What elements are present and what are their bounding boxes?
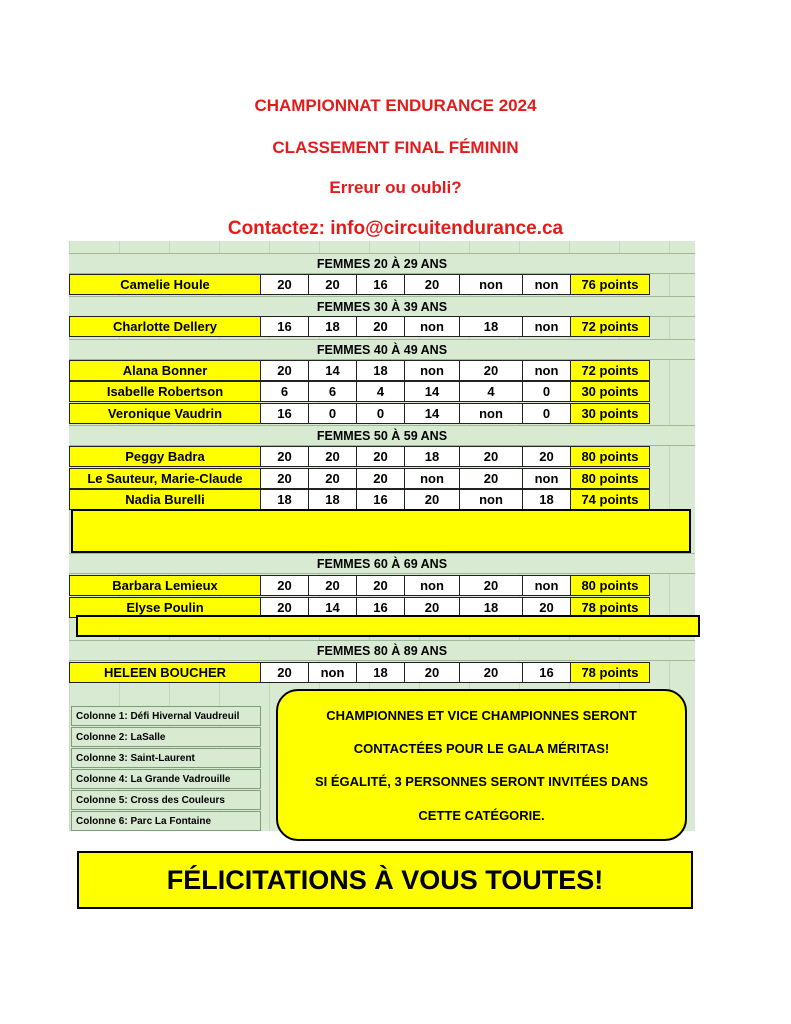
score-cell: non (459, 489, 523, 510)
score-cell: 18 (522, 489, 571, 510)
score-cell: 18 (404, 446, 460, 467)
score-cell: non (404, 575, 460, 596)
category-40-49: FEMMES 40 À 49 ANS (69, 339, 695, 360)
score-cell: non (522, 316, 571, 337)
empty-highlight-box (71, 509, 691, 553)
score-cell: non (308, 662, 357, 683)
score-cell: 18 (459, 597, 523, 618)
total-points: 72 points (570, 360, 650, 381)
score-cell: 16 (356, 597, 405, 618)
score-cell: 18 (356, 662, 405, 683)
score-cell: 0 (522, 381, 571, 402)
score-cell: 16 (260, 316, 309, 337)
empty-highlight-box (76, 615, 700, 637)
score-cell: 20 (459, 575, 523, 596)
category-50-59: FEMMES 50 À 59 ANS (69, 425, 695, 446)
score-cell: 20 (308, 468, 357, 489)
participant-name: HELEEN BOUCHER (69, 662, 261, 683)
score-cell: 20 (356, 468, 405, 489)
category-80-89: FEMMES 80 À 89 ANS (69, 640, 695, 661)
table-row (69, 360, 650, 381)
notice-line: CHAMPIONNES ET VICE CHAMPIONNES SERONT (326, 708, 637, 723)
score-cell: 18 (459, 316, 523, 337)
score-cell: 6 (308, 381, 357, 402)
legend-item: Colonne 3: Saint-Laurent (71, 748, 261, 768)
score-cell: 20 (308, 274, 357, 295)
score-cell: 20 (260, 597, 309, 618)
score-cell: 20 (404, 489, 460, 510)
total-points: 72 points (570, 316, 650, 337)
total-points: 76 points (570, 274, 650, 295)
total-points: 80 points (570, 446, 650, 467)
legend-item: Colonne 1: Défi Hivernal Vaudreuil (71, 706, 261, 726)
participant-name: Alana Bonner (69, 360, 261, 381)
table-row (69, 575, 650, 596)
title-error: Erreur ou oubli? (329, 178, 462, 197)
score-cell: non (459, 403, 523, 424)
score-cell: 20 (404, 597, 460, 618)
score-cell: non (522, 274, 571, 295)
participant-name: Barbara Lemieux (69, 575, 261, 596)
total-points: 80 points (570, 575, 650, 596)
score-cell: 20 (522, 446, 571, 467)
notice-line: CETTE CATÉGORIE. (418, 808, 545, 823)
table-row (69, 403, 650, 424)
score-cell: 18 (260, 489, 309, 510)
title-ranking: CLASSEMENT FINAL FÉMININ (272, 138, 519, 157)
score-cell: non (459, 274, 523, 295)
category-60-69: FEMMES 60 À 69 ANS (69, 553, 695, 574)
score-cell: 20 (459, 360, 523, 381)
category-20-29: FEMMES 20 À 29 ANS (69, 253, 695, 274)
score-cell: 0 (308, 403, 357, 424)
score-cell: 20 (308, 446, 357, 467)
legend-item: Colonne 4: La Grande Vadrouille (71, 769, 261, 789)
legend-item: Colonne 5: Cross des Couleurs (71, 790, 261, 810)
score-cell: 20 (356, 316, 405, 337)
score-cell: 20 (260, 662, 309, 683)
table-row (69, 446, 650, 467)
table-row (69, 274, 650, 295)
score-cell: 18 (356, 360, 405, 381)
score-cell: 20 (356, 575, 405, 596)
score-cell: 16 (260, 403, 309, 424)
score-cell: 20 (459, 468, 523, 489)
total-points: 78 points (570, 662, 650, 683)
category-30-39: FEMMES 30 À 39 ANS (69, 296, 695, 317)
score-cell: non (404, 316, 460, 337)
score-cell: 20 (459, 662, 523, 683)
score-cell: 14 (404, 381, 460, 402)
score-cell: 18 (308, 316, 357, 337)
score-cell: 20 (459, 446, 523, 467)
score-cell: non (404, 468, 460, 489)
score-cell: 14 (308, 597, 357, 618)
score-cell: non (522, 468, 571, 489)
score-cell: 20 (260, 575, 309, 596)
score-cell: 4 (356, 381, 405, 402)
score-cell: 0 (356, 403, 405, 424)
score-cell: 6 (260, 381, 309, 402)
notice-line: SI ÉGALITÉ, 3 PERSONNES SERONT INVITÉES DANS (314, 774, 648, 789)
total-points: 78 points (570, 597, 650, 618)
score-cell: 20 (404, 274, 460, 295)
score-cell: non (404, 360, 460, 381)
table-row (69, 662, 650, 683)
score-cell: 20 (308, 575, 357, 596)
score-cell: 20 (356, 446, 405, 467)
score-cell: 20 (522, 597, 571, 618)
score-cell: 14 (308, 360, 357, 381)
score-cell: 20 (260, 446, 309, 467)
participant-name: Le Sauteur, Marie-Claude (69, 468, 261, 489)
table-row (69, 489, 650, 510)
participant-name: Nadia Burelli (69, 489, 261, 510)
notice-line: CONTACTÉES POUR LE GALA MÉRITAS! (353, 741, 610, 756)
score-cell: 0 (522, 403, 571, 424)
participant-name: Elyse Poulin (69, 597, 261, 618)
score-cell: 20 (260, 274, 309, 295)
total-points: 30 points (570, 403, 650, 424)
participant-name: Peggy Badra (69, 446, 261, 467)
score-cell: non (522, 575, 571, 596)
participant-name: Camelie Houle (69, 274, 261, 295)
table-row (69, 381, 650, 402)
score-cell: 16 (356, 274, 405, 295)
participant-name: Isabelle Robertson (69, 381, 261, 402)
score-cell: 16 (356, 489, 405, 510)
total-points: 80 points (570, 468, 650, 489)
total-points: 74 points (570, 489, 650, 510)
total-points: 30 points (570, 381, 650, 402)
participant-name: Veronique Vaudrin (69, 403, 261, 424)
congratulations-banner: FÉLICITATIONS À VOUS TOUTES! (77, 851, 693, 909)
gala-notice (276, 689, 687, 841)
participant-name: Charlotte Dellery (69, 316, 261, 337)
score-cell: 16 (522, 662, 571, 683)
score-cell: 14 (404, 403, 460, 424)
score-cell: 20 (260, 468, 309, 489)
score-cell: 20 (260, 360, 309, 381)
score-cell: 4 (459, 381, 523, 402)
table-row (69, 468, 650, 489)
score-cell: non (522, 360, 571, 381)
title-contact: Contactez: info@circuitendurance.ca (227, 218, 564, 239)
legend-item: Colonne 2: LaSalle (71, 727, 261, 747)
table-row (69, 316, 650, 337)
legend-item: Colonne 6: Parc La Fontaine (71, 811, 261, 831)
title-championship: CHAMPIONNAT ENDURANCE 2024 (254, 96, 537, 115)
score-cell: 20 (404, 662, 460, 683)
score-cell: 18 (308, 489, 357, 510)
